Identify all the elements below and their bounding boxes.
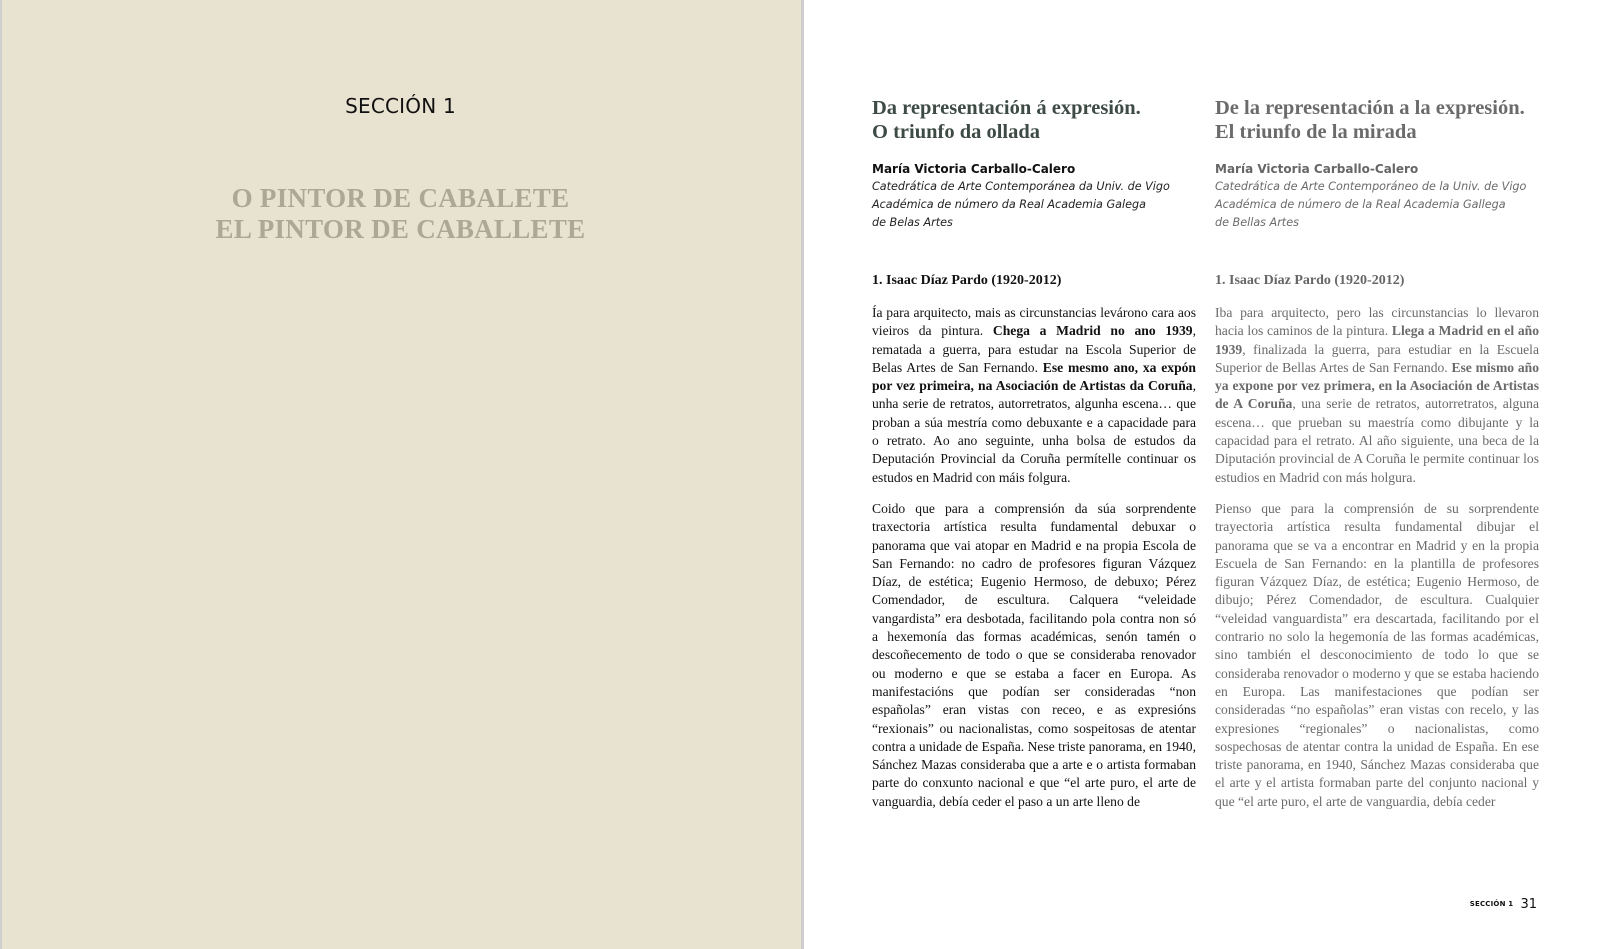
spanish-column	[1215, 96, 1539, 809]
body-text	[872, 304, 1196, 824]
affiliation-line: Académica de número de la Real Academia Gallega	[1215, 198, 1506, 211]
subheading: 1. Isaac Díaz Pardo (1920-2012)	[872, 273, 1062, 288]
paragraph: Pienso que para la comprensión de su sorprendente trayectoria artística resulta fundamental dibujar el panorama que se va a encontrar en Madrid y en la propia Escuela de San Fernando: en la plantilla de profesores figuran Vázquez Díaz, de estética; Eugenio Hermoso, de dibujo; Pérez Comendador, de escultura. Cualquier “veleidad vanguardista” era descartada, facilitando por el contrario no solo la hegemonía de las formas académicas, sino también el desconocimiento de todo lo que se consideraba renovador o moderno y que se estaba haciendo en Europa. Las manifestaciones que podían ser consideradas “no españolas” eran vistas con recelo, y las expresiones “regionales” o nacionalistas, como sospechosas de atentar contra la unidad de España. En ese triste panorama, en 1940, Sánchez Mazas consideraba que el arte y el artista formaban parte del conjunto nacional y que “el arte puro, el arte de vanguardia, debía ceder	[1215, 500, 1539, 809]
paragraph: Iba para arquitecto, pero las circunstancias lo llevaron hacia los caminos de la pintura. Llega a Madrid en el año 1939, finalizada la guerra, para estudiar en la Escuela Superior de Bellas Artes de San Fernando. Ese mismo año ya expone por vez primera, en la Asociación de Artistas de A Coruña, una serie de retratos, autorretratos, alguna escena… que prueban su maestría como dibujante y la capacidad para el retrato. Al año siguiente, una beca de la Diputación provincial de A Coruña le permite continuar los estudios en Madrid con más holgura.	[1215, 305, 1539, 485]
bold-text: Ese mesmo ano, xa expón por vez primeira, na Asociación de Artistas da Coruña	[872, 359, 1196, 394]
article-title-spanish	[1215, 96, 1539, 144]
body-text	[1215, 304, 1539, 824]
galician-column	[872, 96, 1196, 809]
title-line: O triunfo da ollada	[872, 121, 1041, 143]
book-spine	[801, 0, 804, 949]
title-line: Da representación á expresión.	[872, 97, 1141, 119]
author-affiliation	[872, 178, 1196, 232]
page-edge	[0, 0, 2, 949]
bold-text: Ese mismo año ya expone por vez primera, en la Asociación de Artistas de A Coruña	[1215, 359, 1539, 412]
author-name: María Victoria Carballo-Calero	[872, 162, 1076, 176]
subheading: 1. Isaac Díaz Pardo (1920-2012)	[1215, 273, 1405, 288]
section-title-spanish: EL PINTOR DE CABALLETE	[215, 214, 586, 244]
bold-text: Llega a Madrid en el año 1939	[1215, 323, 1539, 357]
author-affiliation	[1215, 178, 1539, 232]
section-title	[0, 183, 801, 245]
title-line: El triunfo de la mirada	[1215, 121, 1417, 143]
bold-text: Chega a Madrid no ano 1939	[992, 323, 1193, 339]
footer-section-label: SECCIÓN 1	[1469, 900, 1514, 908]
affiliation-line: Académica de número da Real Academia Galega	[872, 198, 1146, 211]
page-footer	[1470, 893, 1537, 912]
paragraph: Coido que para a comprensión da súa sorprendente traxectoria artística resulta fundamental debuxar o panorama que vai atopar en Madrid e na propia Escola de San Fernando: no cadro de profesores figuran Vázquez Díaz, de estética; Eugenio Hermoso, de debuxo; Pérez Comendador, de escultura. Calquera “veleidade vangardista” era desbotada, facilitando pola contra non só a hexemonía das formas académicas, senón tamén o descoñecemento de todo o que se consideraba renovador ou moderno e que se estaba a facer en Europa. As manifestacións que podían ser consideradas “non españolas” eran vistas con receo, e as expresións “rexionais” ou nacionalistas, como sospeitosas de atentar contra a unidade de España. Nese triste panorama, en 1940, Sánchez Mazas consideraba que a arte e o artista formaban parte do conxunto nacional e que “el arte puro, el arte de vanguardia, debía ceder el paso a un arte lleno de	[872, 500, 1196, 809]
section-label: SECCIÓN 1	[345, 94, 456, 118]
page-number: 31	[1520, 897, 1537, 912]
paragraph: Ía para arquitecto, mais as circunstancias levárono cara aos vieiros da pintura. Chega a Madrid no ano 1939, rematada a guerra, para estudar na Escola Superior de Belas Artes de San Fernando. Ese mesmo ano, xa expón por vez primeira, na Asociación de Artistas da Coruña, unha serie de retratos, autorretratos, algunha escena… que proban a súa mestría como debuxante e a capacidade para o retrato. Ao ano seguinte, unha bolsa de estudos da Deputación Provincial da Coruña permítelle continuar os estudos en Madrid con máis folgura.	[872, 305, 1196, 485]
article-title-galician	[872, 96, 1196, 144]
affiliation-line: de Bellas Artes	[1215, 216, 1299, 229]
title-line: De la representación a la expresión.	[1215, 97, 1525, 119]
section-title-galician: O PINTOR DE CABALETE	[231, 183, 570, 213]
affiliation-line: de Belas Artes	[872, 216, 953, 229]
affiliation-line: Catedrática de Arte Contemporánea da Univ. de Vigo	[872, 180, 1170, 193]
author-name: María Victoria Carballo-Calero	[1215, 162, 1419, 176]
affiliation-line: Catedrática de Arte Contemporáneo de la Univ. de Vigo	[1215, 180, 1527, 193]
